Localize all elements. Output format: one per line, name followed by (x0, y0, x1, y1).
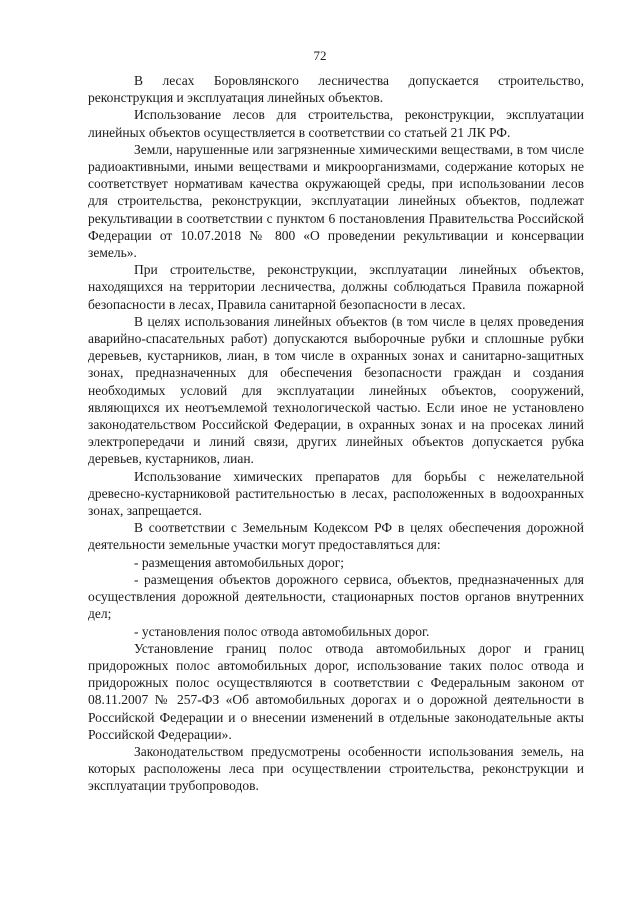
paragraph-1: В лесах Боровлянского лесничества допускается строительство, реконструкция и эксплуатация линейных объектов. (88, 73, 584, 106)
paragraph-8: Установление границ полос отвода автомобильных дорог и границ придорожных полос автомобильных дорог, использование таких полос отвода и придорожных полос осуществляются в соответствии с Федеральным законом от 08.11.2007 № 257-ФЗ «Об автомобильных дорогах и о дорожной деятельности в Российской Федерации и о внесении изменений в отдельные законодательные акты Российской Федерации». (88, 640, 584, 742)
paragraph-9: Законодательством предусмотрены особенности использования земель, на которых расположены леса при осуществлении строительства, реконструкции и эксплуатации трубопроводов. (88, 743, 584, 794)
list-item-roads: - размещения автомобильных дорог; (134, 554, 345, 570)
paragraph-7: В соответствии с Земельным Кодексом РФ в целях обеспечения дорожной деятельности земельные участки могут предоставляться для: (88, 520, 584, 553)
page-number: 72 (313, 48, 327, 63)
list-item-right-of-way: - установления полос отвода автомобильных дорог. (134, 623, 430, 639)
paragraph-6: Использование химических препаратов для борьбы с нежелательной древесно-кустарниковой растительностью в лесах, расположенных в водоохранных зонах, запрещается. (88, 468, 584, 519)
paragraph-2: Использование лесов для строительства, реконструкции, эксплуатации линейных объектов осуществляется в соответствии со статьей 21 ЛК РФ. (88, 107, 584, 140)
paragraph-4: При строительстве, реконструкции, эксплуатации линейных объектов, находящихся на территории лесничества, должны соблюдаться Правила пожарной безопасности в лесах, Правила санитарной безопасности в лесах. (88, 262, 584, 312)
paragraph-5: В целях использования линейных объектов (в том числе в целях проведения аварийно-спасательных работ) допускаются выборочные рубки и сплошные рубки деревьев, кустарников, лиан, в том числе в охранных зонах и санитарно-защитных зонах, предназначенных для обеспечения безопасности граждан и создания необходимых условий для эксплуатации линейных объектов, сооружений, являющихся их неотъемлемой технологической частью. Если иное не установлено законодательством Российской Федерации, в охранных зонах и на просеках линий электропередачи и линий связи, других линейных объектов допускается рубка деревьев, кустарников, лиан. (88, 313, 584, 467)
list-item-service-objects: - размещения объектов дорожного сервиса, объектов, предназначенных для осуществления дорожной деятельности, стационарных постов органов внутренних дел; (88, 571, 584, 622)
paragraph-3: Земли, нарушенные или загрязненные химическими веществами, в том числе радиоактивными, иными веществами и микроорганизмами, содержание которых не соответствует нормативам качества окружающей среды, при использовании лесов для строительства, реконструкции, эксплуатации линейных объектов, подлежат рекультивации в соответствии с пунктом 6 постановления Правительства Российской Федерации от 10.07.2018 № 800 «О проведении рекультивации и консервации земель». (88, 141, 584, 261)
document-body (88, 72, 584, 795)
